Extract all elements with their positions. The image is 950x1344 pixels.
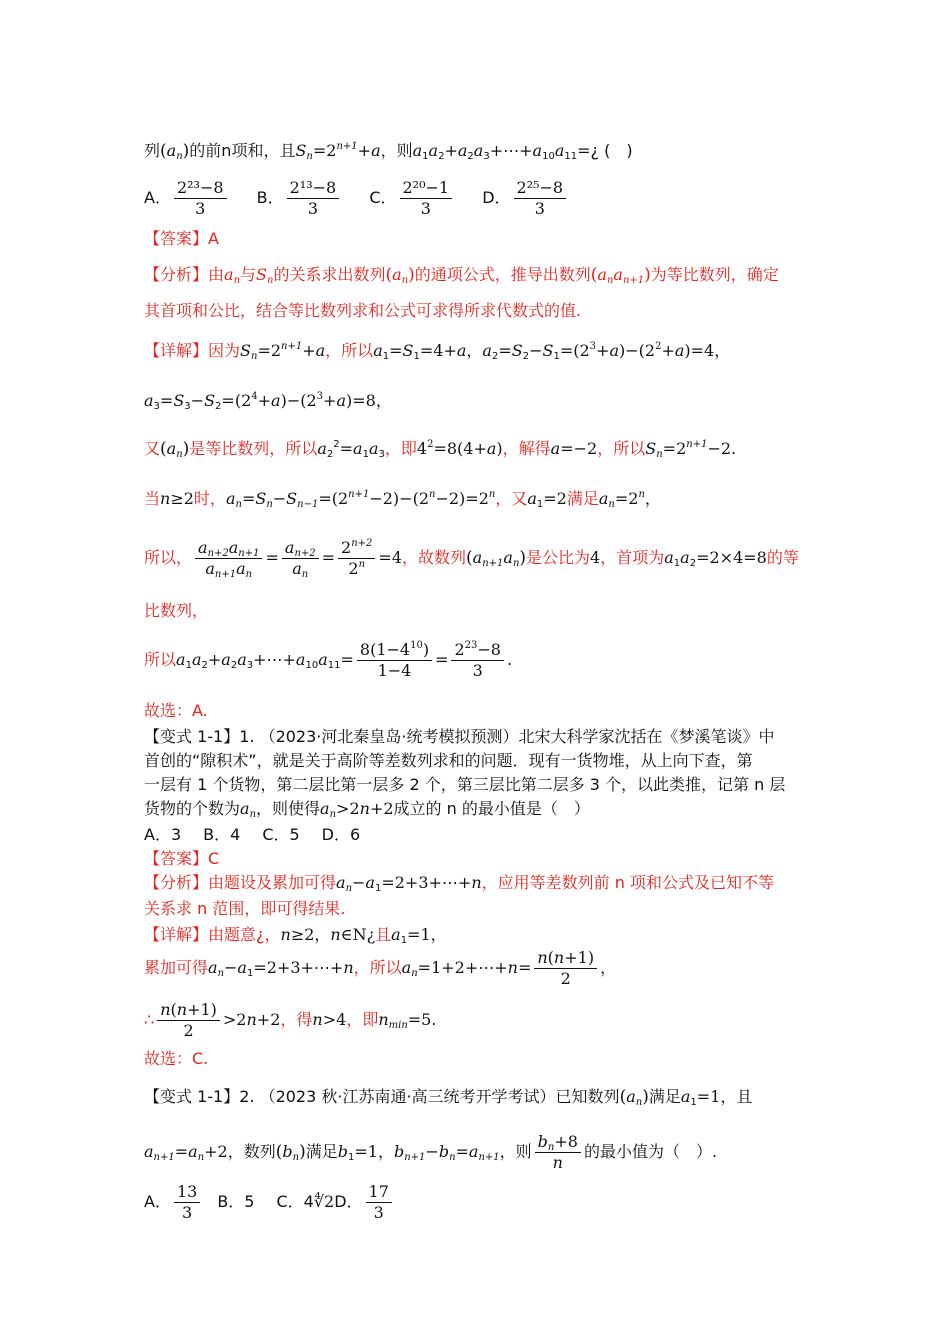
problem2-stem-line3: 一层有 1 个货物，第二层比第一层多 2 个，第三层比第二层多 3 个，以此类推，记第 n 层 xyxy=(144,775,786,794)
problem2-answer: 【答案】C xyxy=(144,849,220,868)
problem1-options xyxy=(144,178,591,219)
problem1-answer: 【答案】A xyxy=(144,229,219,248)
problem2-detail-line2: 累加可得$a_n-a_1=2+3+\cdots+n$，所以$a_n=1+2+\cdots+n=$ $\frac{n(n+1)}{2}$ ， xyxy=(144,948,617,988)
problem1-stem: 列$(a_n)$的前n项和，且$S_n=2^{n+1}+a$，则$a_1a_2+a_2a_3+\cdots+a_{10}a_{11}=¿$ ( ) xyxy=(144,141,633,162)
problem1-detail-line2: $a_3=S_3-S_2=(2^4+a)-(2^3+a)=8$， xyxy=(144,391,392,412)
problem3-stem-line1: 【变式 1-1】2. （2023 秋·江苏南通·高三统考开学考试）已知数列$(a_n)$满足$a_1=1$，且 xyxy=(144,1087,753,1108)
problem1-detail-line1: 【详解】因为$S_n=2^{n+1}+a$，所以$a_1=S_1=4+a$，$a_2=S_2-S_1=(2^3+a)-(2^2+a)=4$， xyxy=(144,341,731,362)
problem1-detail-line5: 所以， $\frac{a_{n+2}a_{n+1}}{a_{n+1}a_n}$ = $\frac{a_{n+2}}{a_n}$ = $\frac{2^{n+2}}{2^n}$ =4，故数列$(a_{n+1}a_n)$是公比为4，首项为$a_1a_2=2\times 4=8$的等 xyxy=(144,538,799,580)
problem1-detail-line6: 比数列， xyxy=(144,601,209,620)
problem1-detail-line4: 当n≥2时，$a_n=S_n-S_{n-1}=(2^{n+1}-2)-(2^n-2)=2^n$，又$a_1=2$满足$a_n=2^n$， xyxy=(144,489,661,510)
problem1-conclusion: 故选：A. xyxy=(144,701,208,720)
problem2-stem-line4: 货物的个数为$a_n$，则使得$a_n>2n+2$成立的 n 的最小值是（ ） xyxy=(144,799,590,820)
option-b: B．5 xyxy=(217,1192,255,1211)
problem2-analysis-line1: 【分析】由题设及累加可得$a_n-a_1=2+3+\cdots+n$，应用等差数列前 n 项和公式及已知不等 xyxy=(144,873,774,894)
problem2-stem-line2: 首创的“隙积术”，就是关于高阶等差数列求和的问题．现有一货物堆，从上向下查，第 xyxy=(144,751,753,770)
problem2-detail-line3: ∴ $\frac{n(n+1)}{2}$ >2n+2，得n>4，即$n_{min}=5$. xyxy=(144,1000,437,1040)
problem1-detail-line3: 又$(a_n)$是等比数列，所以$a_2^2=a_1a_3$，即$4^2=8(4+a)$，解得a=−2，所以$S_n=2^{n+1}-2$. xyxy=(144,439,737,460)
option-d: D．6 xyxy=(321,825,361,844)
problem1-detail-line7: 所以$a_1a_2+a_2a_3+\cdots+a_{10}a_{11}=$ $\frac{8(1-4^{10})}{1-4}$ = $\frac{2^{23}-8}{3}$ . xyxy=(144,640,513,680)
option-c: C．4∜2 xyxy=(276,1192,335,1211)
option-a: A． $\frac{\text{2²³−8}}{3}$ xyxy=(144,178,230,219)
option-b: B．4 xyxy=(203,825,241,844)
option-a: A． $\frac{13}{3}$ xyxy=(144,1192,203,1211)
option-b: B． $\frac{\text{2¹³−8}}{3}$ xyxy=(257,178,343,219)
problem2-analysis-line2: 关系求 n 范围，即可得结果. xyxy=(144,899,346,918)
problem2-options xyxy=(144,824,382,846)
option-d: D． $\frac{17}{3}$ xyxy=(334,1192,395,1211)
problem2-stem-line1: 【变式 1-1】1. （2023·河北秦皇岛·统考模拟预测）北宋大科学家沈括在《梦溪笔谈》中 xyxy=(144,727,775,746)
option-c: C． $\frac{\text{2²⁰−1}}{3}$ xyxy=(369,178,455,219)
problem1-analysis-line2: 其首项和公比，结合等比数列求和公式可求得所求代数式的值. xyxy=(144,301,582,320)
problem1-analysis-line1: 【分析】由$a_n$与$S_n$的关系求出数列$(a_n)$的通项公式，推导出数列$(a_na_{n+1})$为等比数列，确定 xyxy=(144,265,779,286)
problem2-conclusion: 故选：C. xyxy=(144,1049,209,1068)
option-d: D． $\frac{\text{2²⁵−8}}{3}$ xyxy=(482,178,569,219)
problem3-options xyxy=(144,1182,395,1223)
option-a: A．3 xyxy=(144,825,182,844)
problem3-stem-line2: $a_{n+1}=a_n+2$，数列$(b_n)$满足$b_1=1$，$b_{n+1}-b_n=a_{n+1}$，则 $\frac{b_n+8}{n}$ 的最小值为（ ）. xyxy=(144,1132,718,1172)
problem2-detail-line1: 【详解】由题意¿，n≥2，n∈N¿且$a_1=1$， xyxy=(144,925,447,946)
option-c: C．5 xyxy=(262,825,300,844)
